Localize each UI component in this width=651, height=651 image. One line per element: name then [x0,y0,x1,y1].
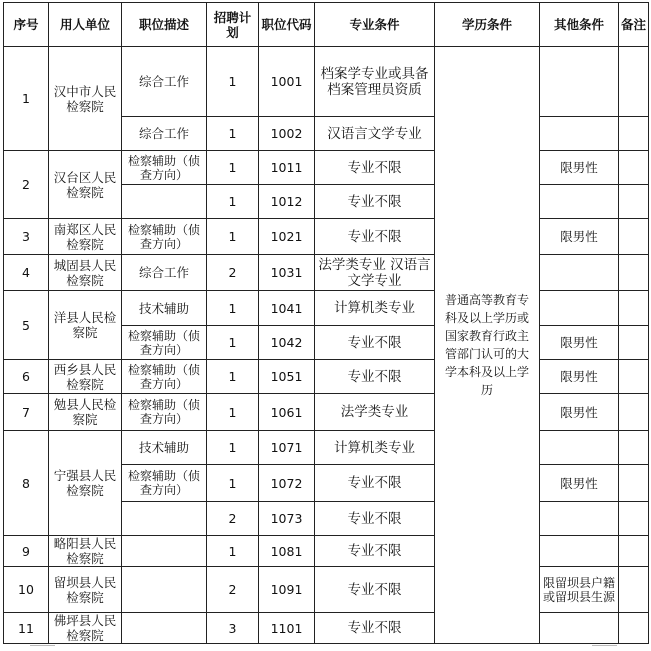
cell-desc [122,502,207,536]
cell-major: 专业不限 [315,151,435,185]
cell-code: 1031 [259,255,315,291]
header-plan: 招聘计划 [207,3,259,47]
cell-desc: 检察辅助（侦查方向） [122,394,207,431]
cell-seq: 9 [4,536,49,567]
cell-note [619,151,649,185]
cell-education-requirement: 普通高等教育专科及以上学历或国家教育行政主管部门认可的大学本科及以上学历 [435,47,540,644]
table-row [4,394,649,431]
header-note: 备注 [619,3,649,47]
table-row [4,536,649,567]
cell-major: 法学类专业 [315,394,435,431]
cell-note [619,219,649,255]
cell-code: 1073 [259,502,315,536]
table-row [4,151,649,185]
cell-unit: 宁强县人民检察院 [49,431,122,536]
cell-unit: 汉中市人民检察院 [49,47,122,151]
cell-unit: 汉台区人民检察院 [49,151,122,219]
cell-other [540,185,619,219]
cell-note [619,567,649,613]
cell-desc: 检察辅助（侦查方向） [122,326,207,360]
cell-code: 1012 [259,185,315,219]
cell-desc: 检察辅助（侦查方向） [122,465,207,502]
cell-other [540,613,619,644]
cell-note [619,613,649,644]
cell-plan: 1 [207,291,259,326]
cell-other: 限男性 [540,326,619,360]
cell-desc: 检察辅助（侦查方向） [122,360,207,394]
header-other: 其他条件 [540,3,619,47]
recruitment-table-wrapper [3,2,649,644]
cell-plan: 1 [207,431,259,465]
cell-seq: 2 [4,151,49,219]
table-row [4,219,649,255]
cell-note [619,431,649,465]
cell-plan: 1 [207,47,259,117]
cell-desc: 检察辅助（侦查方向） [122,151,207,185]
cell-plan: 1 [207,117,259,151]
cell-code: 1002 [259,117,315,151]
cell-seq: 7 [4,394,49,431]
cell-unit: 留坝县人民检察院 [49,567,122,613]
cell-code: 1041 [259,291,315,326]
cell-other [540,255,619,291]
cell-desc [122,536,207,567]
cell-note [619,536,649,567]
cell-plan: 1 [207,326,259,360]
cell-plan: 1 [207,394,259,431]
cell-seq: 5 [4,291,49,360]
table-row [4,431,649,465]
cell-desc: 检察辅助（侦查方向） [122,219,207,255]
cell-seq: 3 [4,219,49,255]
divider [592,645,617,646]
cell-unit: 西乡县人民检察院 [49,360,122,394]
cell-plan: 1 [207,536,259,567]
cell-unit: 略阳县人民检察院 [49,536,122,567]
cell-major: 计算机类专业 [315,431,435,465]
cell-other [540,117,619,151]
header-desc: 职位描述 [122,3,207,47]
cell-note [619,360,649,394]
cell-major: 专业不限 [315,567,435,613]
cell-plan: 1 [207,465,259,502]
cell-other [540,502,619,536]
cell-code: 1001 [259,47,315,117]
cell-desc: 综合工作 [122,255,207,291]
cell-major: 法学类专业 汉语言文学专业 [315,255,435,291]
cell-seq: 1 [4,47,49,151]
cell-other [540,291,619,326]
cell-other: 限男性 [540,465,619,502]
cell-seq: 6 [4,360,49,394]
cell-major: 专业不限 [315,502,435,536]
cell-other: 限留坝县户籍或留坝县生源 [540,567,619,613]
cell-other: 限男性 [540,394,619,431]
cell-seq: 4 [4,255,49,291]
cell-note [619,47,649,117]
cell-code: 1081 [259,536,315,567]
cell-major: 汉语言文学专业 [315,117,435,151]
header-code: 职位代码 [259,3,315,47]
cell-other: 限男性 [540,219,619,255]
cell-note [619,326,649,360]
header-seq: 序号 [4,3,49,47]
cell-plan: 2 [207,502,259,536]
cell-unit: 洋县人民检察院 [49,291,122,360]
header-unit: 用人单位 [49,3,122,47]
cell-other [540,536,619,567]
page-bottom-edge [0,643,651,651]
header-major: 专业条件 [315,3,435,47]
cell-major: 专业不限 [315,185,435,219]
recruitment-table [3,2,649,644]
table-row [4,47,649,117]
cell-note [619,291,649,326]
cell-major: 专业不限 [315,326,435,360]
cell-plan: 3 [207,613,259,644]
cell-plan: 1 [207,219,259,255]
cell-code: 1091 [259,567,315,613]
cell-note [619,394,649,431]
cell-desc [122,613,207,644]
cell-plan: 2 [207,255,259,291]
cell-major: 专业不限 [315,465,435,502]
cell-major: 计算机类专业 [315,291,435,326]
header-edu: 学历条件 [435,3,540,47]
table-row [4,291,649,326]
header-row [4,3,649,47]
cell-plan: 1 [207,360,259,394]
cell-code: 1042 [259,326,315,360]
cell-note [619,502,649,536]
cell-code: 1061 [259,394,315,431]
cell-seq: 8 [4,431,49,536]
cell-seq: 11 [4,613,49,644]
cell-note [619,465,649,502]
cell-desc [122,567,207,613]
table-row [4,360,649,394]
cell-unit: 南郑区人民检察院 [49,219,122,255]
cell-major: 专业不限 [315,219,435,255]
cell-desc: 综合工作 [122,47,207,117]
cell-major: 档案学专业或具备档案管理员资质 [315,47,435,117]
cell-plan: 2 [207,567,259,613]
cell-note [619,255,649,291]
cell-other [540,47,619,117]
cell-major: 专业不限 [315,536,435,567]
cell-code: 1101 [259,613,315,644]
cell-desc: 技术辅助 [122,431,207,465]
cell-plan: 1 [207,151,259,185]
cell-major: 专业不限 [315,613,435,644]
cell-other [540,431,619,465]
cell-code: 1071 [259,431,315,465]
cell-desc [122,185,207,219]
cell-code: 1072 [259,465,315,502]
cell-code: 1011 [259,151,315,185]
cell-code: 1021 [259,219,315,255]
cell-desc: 综合工作 [122,117,207,151]
cell-major: 专业不限 [315,360,435,394]
cell-other: 限男性 [540,360,619,394]
divider [30,645,55,646]
cell-note [619,185,649,219]
cell-seq: 10 [4,567,49,613]
cell-note [619,117,649,151]
cell-code: 1051 [259,360,315,394]
table-row [4,613,649,644]
cell-plan: 1 [207,185,259,219]
cell-unit: 佛坪县人民检察院 [49,613,122,644]
cell-other: 限男性 [540,151,619,185]
table-row [4,567,649,613]
cell-unit: 勉县人民检察院 [49,394,122,431]
cell-unit: 城固县人民检察院 [49,255,122,291]
cell-desc: 技术辅助 [122,291,207,326]
table-row [4,255,649,291]
